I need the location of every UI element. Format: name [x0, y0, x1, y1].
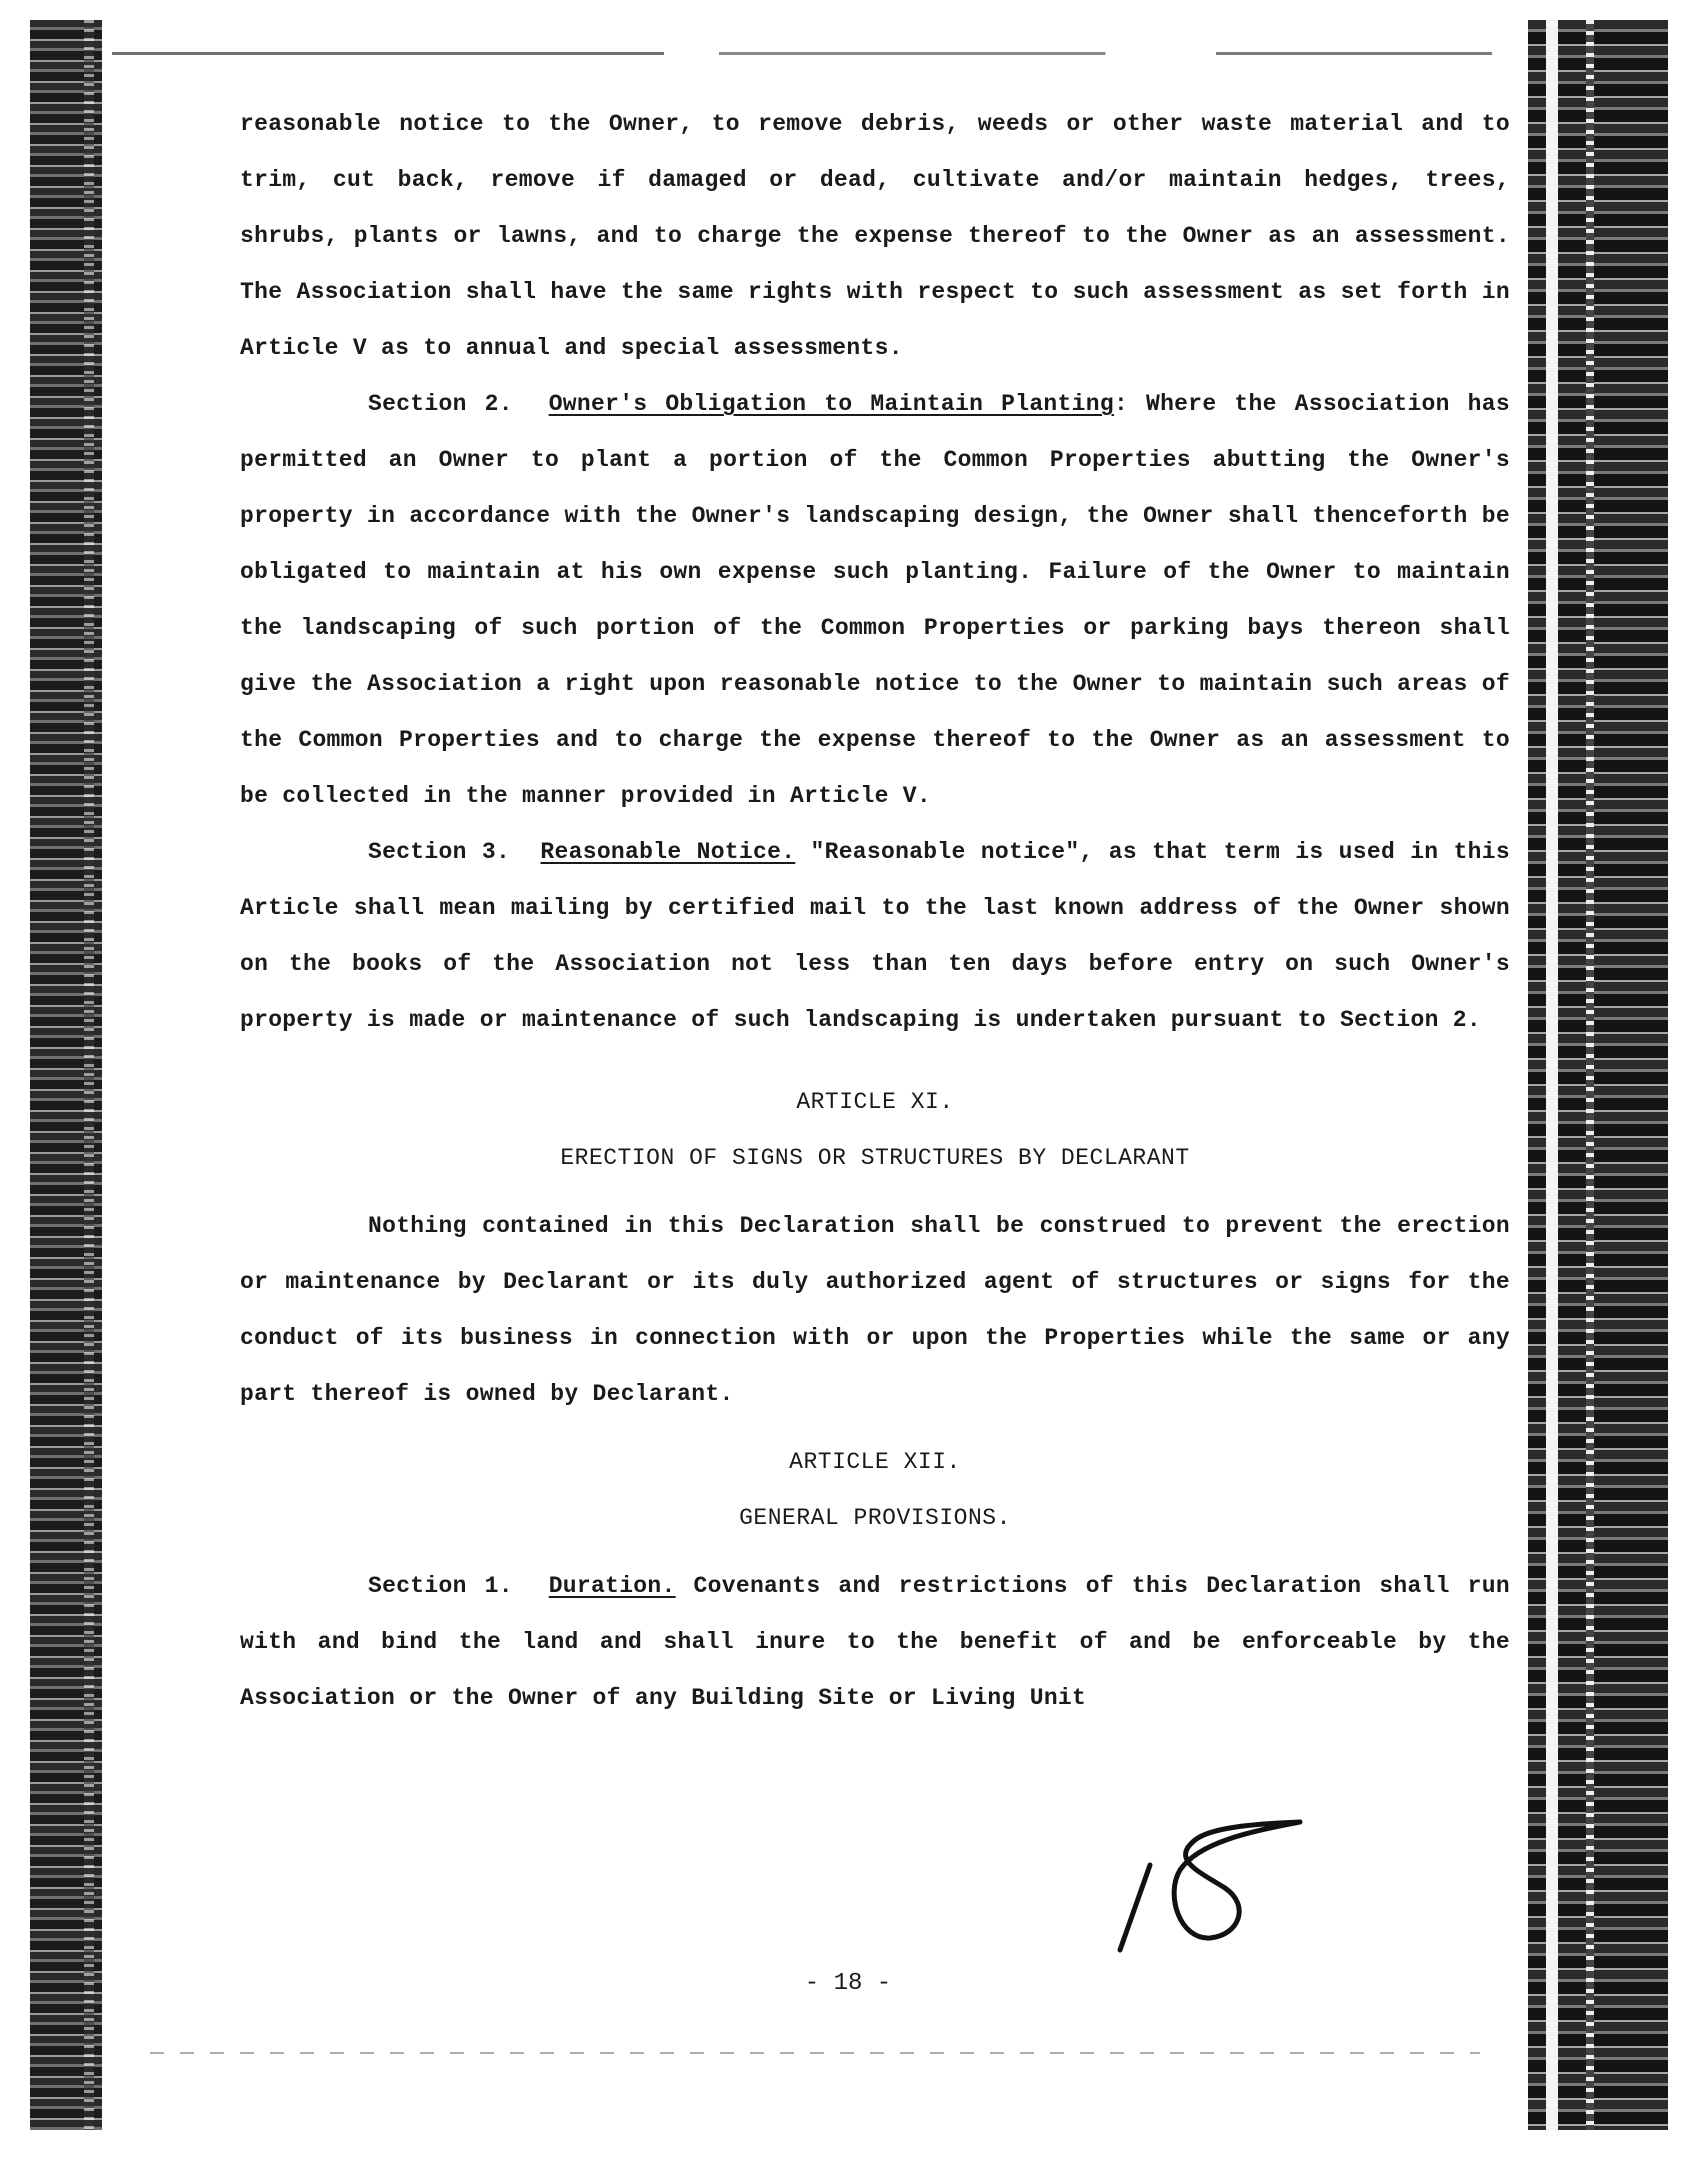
article-11-subheading: ERECTION OF SIGNS OR STRUCTURES BY DECLARANT — [560, 1145, 1190, 1171]
section-3-label: Section 3. — [368, 839, 511, 865]
section-3-body: "Reasonable notice", as that term is used in this Article shall mean mailing by certified mail to the last known address of the Owner shown on the books of the Association not less than ten days before entry on such Owner's property is made or maintenance of such landscaping is undertaken pursuant to Section 2. — [240, 839, 1510, 1033]
article-12-section-1-label: Section 1. — [368, 1573, 513, 1599]
article-11-heading: ARTICLE XI. — [796, 1089, 954, 1115]
scan-top-artifact — [112, 52, 1492, 55]
handwritten-page-number — [1110, 1810, 1310, 1960]
article-12-heading: ARTICLE XII. — [789, 1449, 961, 1475]
page-number: - 18 - — [804, 1970, 892, 1997]
section-2-label: Section 2. — [368, 391, 513, 417]
section-2-body: : Where the Association has permitted an Owner to plant a portion of the Common Properties abutting the Owner's property in accordance with the Owner's landscaping design, the Owner shall thenceforth be obligated to maintain at his own expense such planting. Failure of the Owner to maintain the landscaping of such portion of the Common Properties or parking bays thereon shall give the Association a right upon reasonable notice to the Owner to maintain such areas of the Common Properties and to charge the expense thereof to the Owner as an assessment to be collected in the manner provided in Article V. — [240, 391, 1510, 809]
paragraph-continuation: reasonable notice to the Owner, to remove debris, weeds or other waste material and to trim, cut back, remove if damaged or dead, cultivate and/or maintain hedges, trees, shrubs, plants or lawns, and to charge the expense thereof to the Owner as an assessment. The Association shall have the same rights with respect to such assessment as set forth in Article V as to annual and special assessments. — [240, 111, 1510, 361]
scan-edge-right — [1528, 20, 1668, 2130]
section-3-paragraph — [240, 824, 1510, 1048]
article-12-subheading: GENERAL PROVISIONS. — [739, 1505, 1011, 1531]
scan-edge-left — [30, 20, 102, 2130]
article-12-section-1-title: Duration. — [548, 1573, 676, 1599]
section-3-title: Reasonable Notice. — [540, 839, 796, 865]
article-11-paragraph: Nothing contained in this Declaration shall be construed to prevent the erection or maintenance by Declarant or its duly authorized agent of structures or signs for the conduct of its business in connection with or upon the Properties while the same or any part thereof is owned by Declarant. — [240, 1213, 1510, 1407]
scan-bottom-artifact — [150, 2052, 1480, 2054]
section-2-paragraph — [240, 376, 1510, 824]
section-2-title: Owner's Obligation to Maintain Planting — [548, 391, 1114, 417]
document-body — [240, 96, 1510, 1726]
article-12-section-1-body: Covenants and restrictions of this Declaration shall run with and bind the land and shall inure to the benefit of and be enforceable by the Association or the Owner of any Building Site or Living Unit — [240, 1573, 1510, 1711]
article-12-section-1-paragraph — [240, 1558, 1510, 1726]
